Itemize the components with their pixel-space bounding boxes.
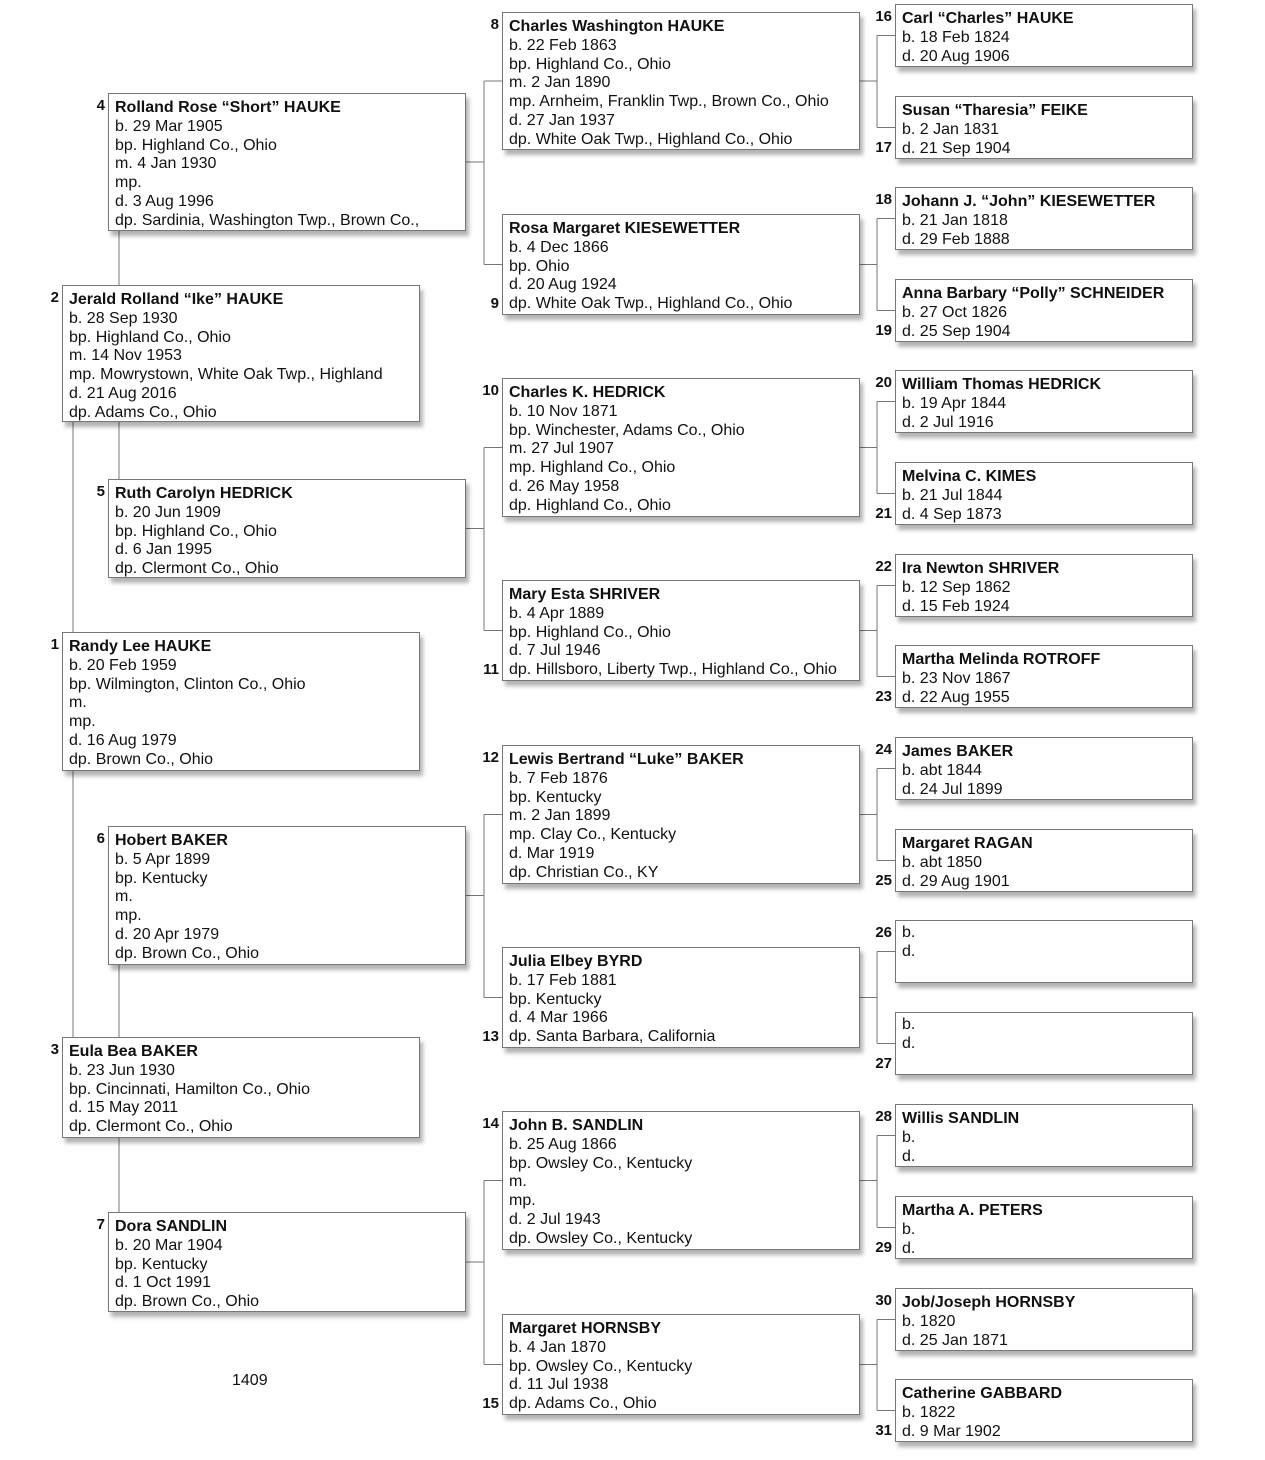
ahnentafel-number: 23 — [875, 688, 892, 705]
person-box-maternal-grandfather — [108, 826, 466, 965]
person-detail: mp. Mowrystown, White Oak Twp., Highland — [69, 366, 383, 384]
ahnentafel-number: 6 — [96, 830, 105, 847]
person-detail: m. 4 Jan 1930 — [115, 155, 217, 173]
ahnentafel-number: 17 — [875, 139, 892, 156]
person-detail: b. 4 Apr 1889 — [509, 605, 605, 622]
person-name: Hobert BAKER — [115, 832, 228, 849]
person-box-paternal-grandmother — [108, 479, 466, 578]
person-name: William Thomas HEDRICK — [902, 376, 1101, 393]
person-detail: d. 25 Jan 1871 — [902, 1331, 1008, 1349]
person-detail: b. 21 Jan 1818 — [902, 212, 1008, 229]
person-box-ancestor-15 — [502, 1314, 860, 1415]
person-box-ancestor-17 — [895, 96, 1193, 159]
person-detail: d. 2 Jul 1943 — [509, 1210, 601, 1228]
page-number: 1409 — [232, 1372, 268, 1389]
person-detail: bp. Wilmington, Clinton Co., Ohio — [69, 675, 306, 693]
person-detail: dp. Adams Co., Ohio — [509, 1395, 657, 1413]
person-detail: b. — [902, 1221, 916, 1238]
ahnentafel-number: 25 — [875, 872, 892, 889]
person-detail: d. Mar 1919 — [509, 844, 595, 862]
person-box-ancestor-21 — [895, 462, 1193, 525]
person-detail: d. 21 Aug 2016 — [69, 384, 177, 402]
person-detail: b. — [902, 924, 916, 941]
person-detail: d. 4 Mar 1966 — [509, 1009, 608, 1027]
person-name: Julia Elbey BYRD — [509, 953, 643, 970]
person-detail: dp. Sardinia, Washington Twp., Brown Co., — [115, 211, 420, 229]
person-detail: mp. Clay Co., Kentucky — [509, 826, 677, 844]
ahnentafel-number: 31 — [875, 1422, 892, 1439]
person-detail: b. 2 Jan 1831 — [902, 121, 999, 138]
person-name: Johann J. “John” KIESEWETTER — [902, 193, 1156, 210]
person-box-ancestor-14 — [502, 1111, 860, 1250]
person-detail: b. 7 Feb 1876 — [509, 770, 608, 787]
person-detail: d. 7 Jul 1946 — [509, 642, 601, 660]
person-box-ancestor-28 — [895, 1104, 1193, 1167]
ahnentafel-number: 8 — [490, 16, 499, 33]
ahnentafel-number: 14 — [482, 1115, 499, 1132]
ahnentafel-number: 22 — [875, 558, 892, 575]
person-detail: b. 19 Apr 1844 — [902, 395, 1007, 412]
person-name: Eula Bea BAKER — [69, 1043, 198, 1060]
ahnentafel-number: 7 — [96, 1216, 105, 1233]
person-detail: b. 4 Jan 1870 — [509, 1339, 606, 1356]
person-detail: d. — [902, 942, 916, 960]
person-detail: d. — [902, 1034, 916, 1052]
person-detail: b. 27 Oct 1826 — [902, 304, 1007, 321]
person-detail: b. 23 Nov 1867 — [902, 670, 1011, 687]
person-box-ancestor-13 — [502, 947, 860, 1048]
person-name: John B. SANDLIN — [509, 1117, 644, 1134]
ahnentafel-number: 29 — [875, 1239, 892, 1256]
person-detail: m. 27 Jul 1907 — [509, 440, 614, 458]
ahnentafel-number: 13 — [482, 1028, 499, 1045]
person-detail: d. 15 May 2011 — [69, 1099, 179, 1117]
person-detail: dp. Brown Co., Ohio — [69, 750, 214, 768]
person-name: Susan “Tharesia” FEIKE — [902, 102, 1088, 119]
person-detail: bp. Owsley Co., Kentucky — [509, 1357, 693, 1375]
ahnentafel-number: 1 — [50, 636, 59, 653]
person-box-ancestor-12 — [502, 745, 860, 884]
person-name: Margaret HORNSBY — [509, 1320, 662, 1337]
person-box-ancestor-26 — [895, 920, 1193, 983]
ahnentafel-number: 16 — [875, 8, 892, 25]
person-detail: b. 20 Mar 1904 — [115, 1237, 223, 1254]
ahnentafel-number: 20 — [875, 374, 892, 391]
person-name: Ira Newton SHRIVER — [902, 560, 1060, 577]
person-detail: b. abt 1844 — [902, 762, 983, 779]
person-detail: d. 22 Aug 1955 — [902, 688, 1010, 706]
person-detail: b. 1820 — [902, 1313, 956, 1330]
person-detail: d. 4 Sep 1873 — [902, 505, 1002, 523]
person-detail: dp. White Oak Twp., Highland Co., Ohio — [509, 130, 793, 148]
ahnentafel-number: 24 — [875, 741, 892, 758]
person-name: Anna Barbary “Polly” SCHNEIDER — [902, 285, 1165, 302]
person-detail: dp. Brown Co., Ohio — [115, 944, 260, 962]
ahnentafel-number: 30 — [875, 1292, 892, 1309]
person-detail: d. 11 Jul 1938 — [509, 1376, 609, 1394]
person-detail: b. 18 Feb 1824 — [902, 29, 1010, 46]
person-detail: bp. Highland Co., Ohio — [115, 522, 277, 540]
person-detail: d. 25 Sep 1904 — [902, 322, 1011, 340]
person-detail: d. 29 Aug 1901 — [902, 872, 1010, 890]
person-detail: dp. Brown Co., Ohio — [115, 1293, 260, 1311]
person-detail: bp. Ohio — [509, 257, 570, 275]
person-box-maternal-grandmother — [108, 1212, 466, 1312]
person-box-ancestor-11 — [502, 580, 860, 681]
person-detail: b. abt 1850 — [902, 854, 983, 871]
person-detail: b. 17 Feb 1881 — [509, 972, 617, 989]
person-detail: b. 5 Apr 1899 — [115, 851, 211, 868]
person-detail: dp. Adams Co., Ohio — [69, 403, 217, 421]
ahnentafel-number: 21 — [875, 505, 892, 522]
person-detail: dp. White Oak Twp., Highland Co., Ohio — [509, 295, 793, 313]
person-detail: m. 2 Jan 1890 — [509, 74, 611, 92]
ahnentafel-number: 15 — [482, 1395, 499, 1412]
person-detail: d. 24 Jul 1899 — [902, 780, 1003, 798]
person-detail: d. 6 Jan 1995 — [115, 541, 212, 559]
person-detail: bp. Kentucky — [115, 1255, 208, 1273]
person-detail: bp. Highland Co., Ohio — [509, 55, 671, 73]
person-detail: m. — [509, 1173, 527, 1191]
person-detail: d. — [902, 1147, 916, 1165]
person-detail: bp. Highland Co., Ohio — [509, 623, 671, 641]
person-detail: d. 15 Feb 1924 — [902, 597, 1010, 615]
person-detail: m. — [115, 888, 133, 906]
ahnentafel-number: 3 — [50, 1041, 59, 1058]
ahnentafel-number: 19 — [875, 322, 892, 339]
person-detail: bp. Kentucky — [509, 990, 602, 1008]
person-detail: b. 20 Jun 1909 — [115, 504, 221, 521]
person-box-ancestor-29 — [895, 1196, 1193, 1259]
person-detail: dp. Santa Barbara, California — [509, 1028, 716, 1046]
person-detail: d. 27 Jan 1937 — [509, 111, 615, 129]
person-detail: d. 9 Mar 1902 — [902, 1422, 1001, 1440]
person-detail: d. 16 Aug 1979 — [69, 731, 177, 749]
person-name: Willis SANDLIN — [902, 1110, 1020, 1127]
ahnentafel-number: 10 — [482, 382, 499, 399]
person-detail: b. 22 Feb 1863 — [509, 37, 617, 54]
person-detail: dp. Highland Co., Ohio — [509, 496, 671, 514]
ahnentafel-number: 5 — [96, 483, 105, 500]
person-detail: dp. Owsley Co., Kentucky — [509, 1229, 693, 1247]
ahnentafel-number: 11 — [483, 661, 499, 678]
person-detail: bp. Kentucky — [115, 869, 208, 887]
person-detail: dp. Hillsboro, Liberty Twp., Highland Co., Ohio — [509, 661, 837, 679]
person-detail: bp. Highland Co., Ohio — [69, 328, 231, 346]
person-name: Job/Joseph HORNSBY — [902, 1294, 1076, 1311]
person-detail: b. 21 Jul 1844 — [902, 487, 1003, 504]
person-detail: dp. Clermont Co., Ohio — [115, 560, 279, 578]
person-detail: bp. Highland Co., Ohio — [115, 136, 277, 154]
person-box-ancestor-16 — [895, 4, 1193, 67]
person-detail: d. 3 Aug 1996 — [115, 192, 214, 210]
person-name: Carl “Charles” HAUKE — [902, 10, 1074, 27]
person-detail: mp. — [115, 174, 142, 192]
person-detail: mp. Arnheim, Franklin Twp., Brown Co., Ohio — [509, 93, 829, 111]
person-detail: d. 21 Sep 1904 — [902, 139, 1011, 157]
person-box-ancestor-23 — [895, 645, 1193, 708]
person-box-ancestor-20 — [895, 370, 1193, 433]
person-box-ancestor-27 — [895, 1012, 1193, 1075]
person-detail: d. 2 Jul 1916 — [902, 413, 994, 431]
person-detail: b. 20 Feb 1959 — [69, 657, 177, 674]
ahnentafel-number: 26 — [875, 924, 892, 941]
person-detail: d. 1 Oct 1991 — [115, 1274, 212, 1292]
person-name: Dora SANDLIN — [115, 1218, 228, 1235]
person-detail: b. 4 Dec 1866 — [509, 239, 609, 256]
person-name: Catherine GABBARD — [902, 1385, 1063, 1402]
ahnentafel-number: 28 — [875, 1108, 892, 1125]
ahnentafel-number: 27 — [875, 1055, 892, 1072]
person-name: Charles Washington HAUKE — [509, 18, 725, 35]
person-detail: b. 29 Mar 1905 — [115, 118, 223, 135]
person-name: James BAKER — [902, 743, 1014, 760]
ahnentafel-number: 2 — [50, 289, 59, 306]
person-detail: bp. Owsley Co., Kentucky — [509, 1154, 693, 1172]
person-detail: b. 23 Jun 1930 — [69, 1062, 175, 1079]
person-detail: b. 10 Nov 1871 — [509, 403, 618, 420]
person-detail: mp. — [115, 907, 142, 925]
ahnentafel-number: 12 — [482, 749, 499, 766]
person-box-ancestor-25 — [895, 829, 1193, 892]
ahnentafel-number: 18 — [875, 191, 892, 208]
person-detail: b. — [902, 1016, 916, 1033]
person-detail: b. 12 Sep 1862 — [902, 579, 1011, 596]
person-detail: d. 20 Apr 1979 — [115, 925, 220, 943]
person-detail: m. 14 Nov 1953 — [69, 347, 182, 365]
person-name: Martha Melinda ROTROFF — [902, 651, 1101, 668]
person-detail: mp. — [509, 1192, 536, 1210]
person-box-ancestor-24 — [895, 737, 1193, 800]
person-detail: bp. Kentucky — [509, 788, 602, 806]
person-detail: m. — [69, 694, 87, 712]
person-box-ancestor-9 — [502, 214, 860, 315]
person-detail: d. 20 Aug 1906 — [902, 47, 1010, 65]
person-box-ancestor-19 — [895, 279, 1193, 342]
person-detail: d. 29 Feb 1888 — [902, 230, 1010, 248]
person-detail: d. 20 Aug 1924 — [509, 276, 617, 294]
person-name: Lewis Bertrand “Luke” BAKER — [509, 751, 744, 768]
person-box-ancestor-18 — [895, 187, 1193, 250]
person-detail: d. — [902, 1239, 916, 1257]
person-box-ancestor-8 — [502, 12, 860, 150]
person-detail: bp. Cincinnati, Hamilton Co., Ohio — [69, 1080, 310, 1098]
person-detail: bp. Winchester, Adams Co., Ohio — [509, 421, 745, 439]
person-name: Charles K. HEDRICK — [509, 384, 666, 401]
person-name: Rosa Margaret KIESEWETTER — [509, 220, 741, 237]
person-name: Jerald Rolland “Ike” HAUKE — [69, 291, 284, 308]
ahnentafel-number: 9 — [490, 295, 499, 312]
person-name: Randy Lee HAUKE — [69, 638, 212, 655]
person-box-mother — [62, 1037, 420, 1138]
person-detail: mp. — [69, 713, 96, 731]
person-box-ancestor-31 — [895, 1379, 1193, 1442]
person-detail: dp. Christian Co., KY — [509, 863, 659, 881]
ahnentafel-number: 4 — [96, 97, 105, 114]
person-box-root-person — [62, 632, 420, 771]
person-detail: b. 1822 — [902, 1404, 956, 1421]
person-box-ancestor-30 — [895, 1288, 1193, 1351]
person-detail: b. 28 Sep 1930 — [69, 310, 178, 327]
person-box-father — [62, 285, 420, 422]
person-box-ancestor-22 — [895, 554, 1193, 617]
person-box-paternal-grandfather — [108, 93, 466, 231]
person-detail: b. 25 Aug 1866 — [509, 1136, 617, 1153]
person-name: Ruth Carolyn HEDRICK — [115, 485, 293, 502]
person-detail: m. 2 Jan 1899 — [509, 807, 611, 825]
person-detail: b. — [902, 1129, 916, 1146]
person-detail: dp. Clermont Co., Ohio — [69, 1118, 233, 1136]
person-name: Martha A. PETERS — [902, 1202, 1043, 1219]
person-detail: mp. Highland Co., Ohio — [509, 459, 676, 477]
person-name: Rolland Rose “Short” HAUKE — [115, 99, 341, 116]
person-name: Mary Esta SHRIVER — [509, 586, 661, 603]
person-box-ancestor-10 — [502, 378, 860, 517]
person-name: Margaret RAGAN — [902, 835, 1033, 852]
person-detail: d. 26 May 1958 — [509, 477, 620, 495]
person-name: Melvina C. KIMES — [902, 468, 1037, 485]
